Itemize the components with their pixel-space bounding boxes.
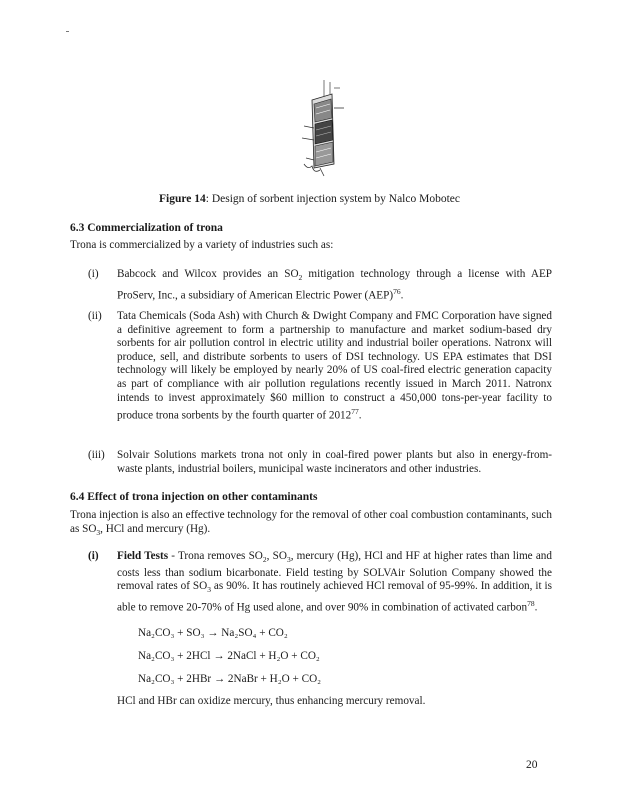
list-item-number: (iii) bbox=[88, 449, 105, 461]
list-item-text: Babcock and Wilcox provides an $SO_2$ mitigation technology through a license with AEP ProServ, Inc., a subsidiary of American Electric Power (AEP)$^{76}$. bbox=[117, 268, 553, 302]
field-tests-title: Field Tests bbox=[117, 550, 169, 562]
list-item-number: (ii) bbox=[88, 310, 102, 322]
figure-label: Figure 14 bbox=[159, 193, 206, 205]
section-6-4-intro: Trona injection is also an effective technology for the removal of other coal combustion contaminants, such as $SO_3$, HCl and mercury (Hg). bbox=[70, 509, 552, 537]
sorbent-injection-figure bbox=[294, 78, 352, 178]
figure-caption-text: : Design of sorbent injection system by Nalco Mobotec bbox=[205, 193, 460, 205]
section-6-3-heading: 6.3 Commercialization of trona bbox=[70, 222, 223, 234]
list-item-text: Tata Chemicals (Soda Ash) with Church & Dwight Company and FMC Corporation have signed a definitive agreement to form a partnership to manufacture and market sodium-based dry sorbents for air pollution control in electric utility and industrial boiler operations. Natronx will produce, sell, and distribute sorbents to users of DSI technology. US EPA estimates that DSI technology will likely be employed by nearly 20% of US coal-fired electric generation capacity as part of compliance with air pollution regulations recently issued in March 2011. Natronx intends to invest approximately $60 million to construct a 450,000 tons-per-year facility to produce trona sorbents by the fourth quarter of 2012$^{77}$. bbox=[117, 310, 552, 422]
mercury-removal-note: HCl and HBr can oxidize mercury, thus enhancing mercury removal. bbox=[117, 695, 426, 707]
injection-system-drawing bbox=[294, 78, 352, 178]
section-6-3-intro: Trona is commercialized by a variety of industries such as: bbox=[70, 239, 334, 251]
reaction-equation: Na₂CO₃ + 2HBr → 2NaBr + H₂O + CO₂ bbox=[138, 673, 322, 685]
section-6-4-heading: 6.4 Effect of trona injection on other contaminants bbox=[70, 491, 318, 503]
reaction-equation: Na₂CO₃ + SO₃ → Na₂SO₄ + CO₂ bbox=[138, 627, 288, 639]
page-number: 20 bbox=[526, 759, 538, 771]
list-item-text: Solvair Solutions markets trona not only in coal-fired power plants but also in energy-from-waste plants, industrial boilers, municipal waste incinerators and other industries. bbox=[117, 449, 552, 475]
field-tests-number: (i) bbox=[88, 550, 99, 562]
figure-caption bbox=[0, 193, 619, 205]
field-tests-text: Field Tests - Trona removes $SO_2$, $SO_3$, mercury (Hg), HCl and HF at higher rates than lime and costs less than sodium bicarbonate. Field testing by SOLVAir Solution Company showed the removal rates of $SO_3$ as 90%. It has routinely achieved HCl removal of 95-99%. In addition, it is able to remove 20-70% of Hg used alone, and over 90% in combination of activated carbon$^{78}$. bbox=[117, 550, 552, 614]
reaction-equation: Na₂CO₃ + 2HCl → 2NaCl + H₂O + CO₂ bbox=[138, 650, 320, 662]
scan-mark bbox=[66, 31, 69, 32]
list-item-number: (i) bbox=[88, 268, 99, 280]
